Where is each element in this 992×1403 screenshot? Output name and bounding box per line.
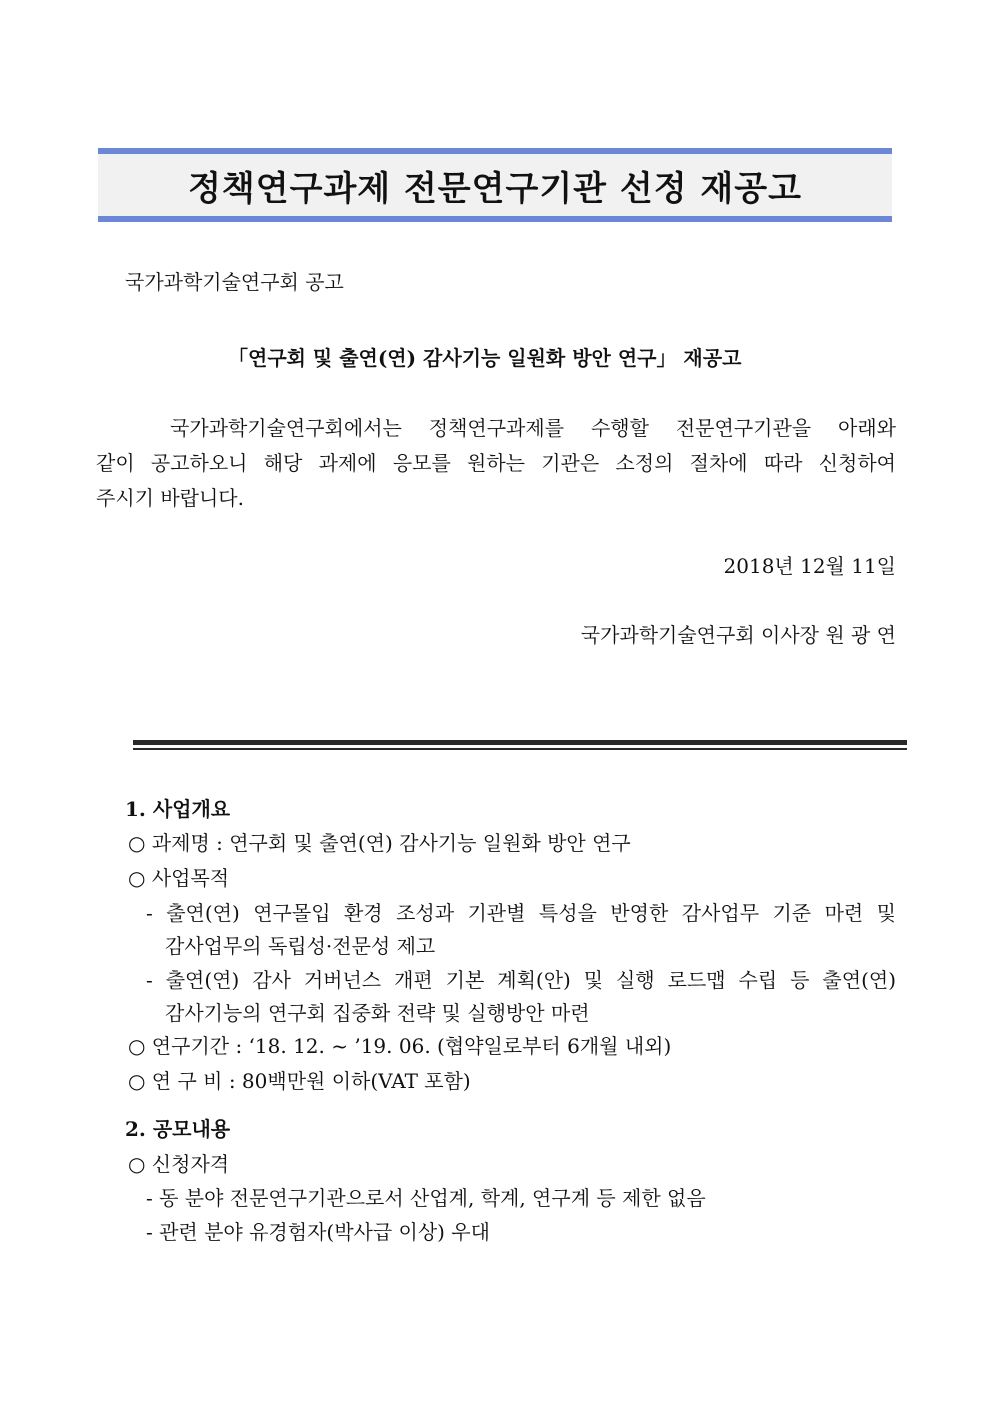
purpose-item-2-line1: - 출연(연) 감사 거버넌스 개편 기본 계획(안) 및 실행 로드맵 수립 등 출연(연) (146, 968, 896, 992)
intro-line-2: 같이 공고하오니 해당 과제에 응모를 원하는 기관은 소정의 절차에 따라 신청하여 (96, 451, 896, 475)
research-period: ○ 연구기간 : ‘18. 12. ~ ’19. 06. (협약일로부터 6개월 내외) (128, 1034, 672, 1058)
qualification-label: ○ 신청자격 (128, 1152, 230, 1176)
divider-thin (133, 748, 907, 750)
notice-subtitle: 「연구회 및 출연(연) 감사기능 일원화 방안 연구」 재공고 (228, 346, 742, 370)
intro-line-1: 국가과학기술연구회에서는 정책연구과제를 수행할 전문연구기관을 아래와 (170, 416, 896, 440)
task-name: ○ 과제명 : 연구회 및 출연(연) 감사기능 일원화 방안 연구 (128, 831, 631, 855)
notice-date: 2018년 12월 11일 (723, 554, 896, 578)
section1-heading: 1. 사업개요 (125, 797, 231, 821)
intro-line-3: 주시기 바랍니다. (96, 486, 244, 510)
purpose-item-1-line2: 감사업무의 독립성·전문성 제고 (165, 934, 436, 958)
notice-org: 국가과학기술연구회 공고 (125, 270, 344, 294)
page-title: 정책연구과제 전문연구기관 선정 재공고 (188, 168, 802, 209)
section2-heading: 2. 공모내용 (125, 1117, 231, 1141)
title-banner (98, 148, 892, 222)
signer: 국가과학기술연구회 이사장 원 광 연 (580, 623, 896, 647)
purpose-item-1-line1: - 출연(연) 연구몰입 환경 조성과 기관별 특성을 반영한 감사업무 기준 마련 및 (146, 901, 896, 925)
divider-thick (133, 740, 907, 745)
research-budget: ○ 연 구 비 : 80백만원 이하(VAT 포함) (128, 1069, 471, 1093)
purpose-item-2-line2: 감사기능의 연구회 집중화 전략 및 실행방안 마련 (165, 1001, 590, 1025)
purpose-label: ○ 사업목적 (128, 866, 230, 890)
qualification-item-1: - 동 분야 전문연구기관으로서 산업계, 학계, 연구계 등 제한 없음 (146, 1186, 706, 1210)
qualification-item-2: - 관련 분야 유경험자(박사급 이상) 우대 (146, 1220, 490, 1244)
